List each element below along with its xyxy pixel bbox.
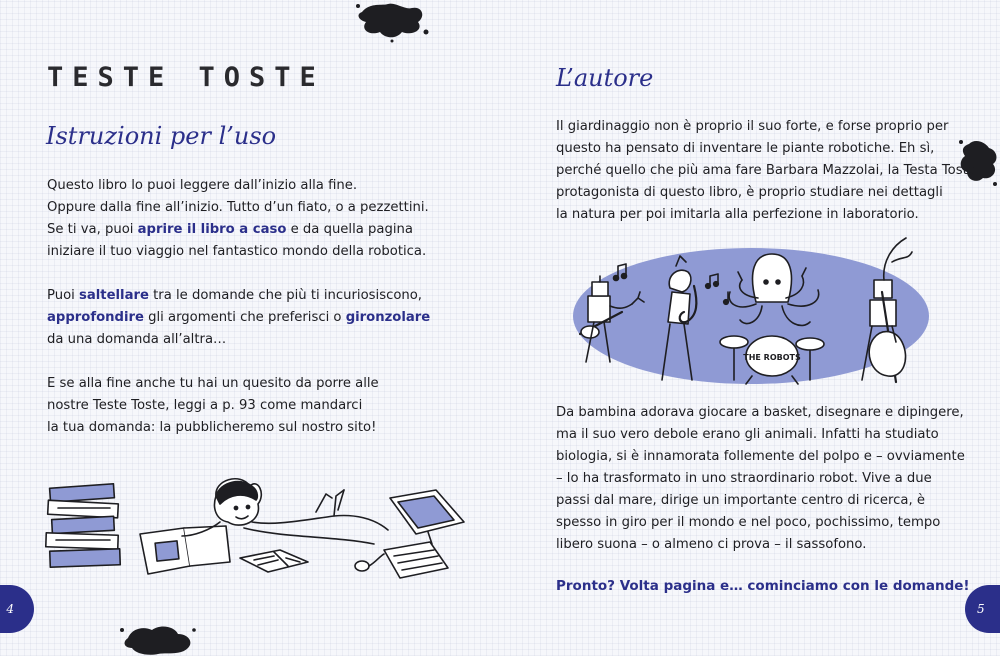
call-to-action: Pronto? Volta pagina e… cominciamo con le domande! <box>556 578 970 594</box>
paragraph-3: E se alla fine anche tu hai un quesito da porre alle nostre Teste Toste, leggi a p. 93 come mandarci la tua domanda: la pubblicheremo sul nostro sito! <box>47 376 379 435</box>
author-paragraph-1: Il giardinaggio non è proprio il suo forte, e forse proprio per questo ha pensato di inventare le piante robotiche. Eh sì, perché quello che più ama fare Barbara Mazzolai, la Testa Tosta protagonista di questo libro, è proprio studiare nei dettagli la natura per poi imitarla alla perfezione in laboratorio. <box>556 119 976 222</box>
highlight-open-randomly: aprire il libro a caso <box>137 222 287 237</box>
page-number-right: 5 <box>965 585 1000 633</box>
instructions-body <box>47 175 430 461</box>
robot-band-illustration <box>566 232 936 392</box>
highlight-approfondire: approfondire <box>47 310 144 325</box>
page-number-left: 4 <box>0 585 34 633</box>
right-page <box>500 0 1000 656</box>
author-heading: L’autore <box>556 64 654 92</box>
paragraph-1: Questo libro lo puoi leggere dall’inizio alla fine. Oppure dalla fine all’inizio. Tutto d’un fiato, o a pezzettini. Se ti va, puoi aprire il libro a caso e da quella pagina iniziare il tuo viaggio nel fantastico mondo della robotica. <box>47 178 429 259</box>
series-title: TESTE TOSTE <box>47 62 325 93</box>
paragraph-2: Puoi saltellare tra le domande che più ti incuriosiscono, approfondire gli argomenti che preferisci o gironzolare da una domanda all’altra… <box>47 288 431 347</box>
drum-label: THE ROBOTS <box>743 353 801 362</box>
highlight-gironzolare: gironzolare <box>345 310 431 325</box>
instructions-heading: Istruzioni per l’uso <box>46 122 277 150</box>
highlight-saltellare: saltellare <box>79 288 149 303</box>
author-paragraph-2: Da bambina adorava giocare a basket, disegnare e dipingere, ma il suo vero debole erano gli animali. Infatti ha studiato biologia, si è innamorata follemente del polpo e – ovviamente – lo ha trasformato in uno straordinario robot. Vive a due passi dal mare, dirige un importante centro di ricerca, è spesso in giro per il mondo e nel poco, pochissimo, tempo libero suona – o almeno ci prova – il sassofono. <box>556 405 965 552</box>
reading-kid-illustration <box>44 470 484 585</box>
